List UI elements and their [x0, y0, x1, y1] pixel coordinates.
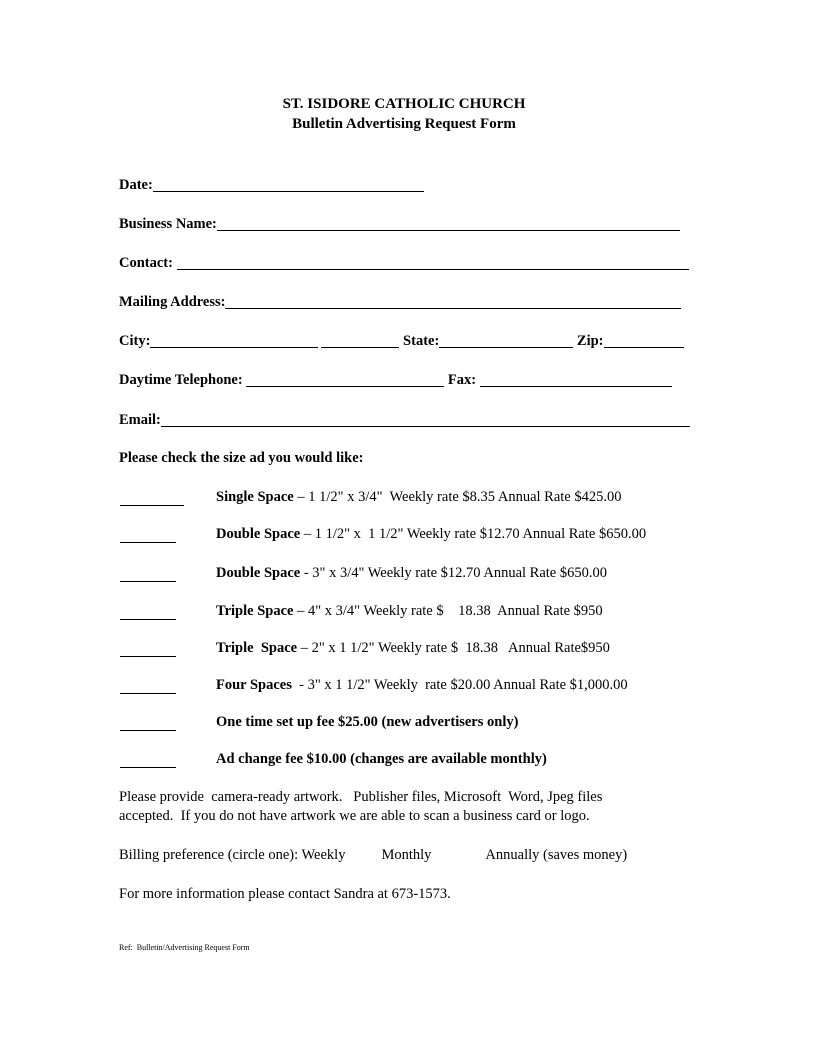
option-detail: – 2" x 1 1/2" Weekly rate $ 18.38 Annual Rate$950 [297, 640, 610, 656]
city-state-zip-row [119, 332, 684, 350]
option-name: Triple Space [216, 603, 294, 619]
option-name: Double Space [216, 565, 301, 581]
option-checkbox-blank[interactable] [120, 692, 176, 694]
option-triple-space-2 [216, 640, 610, 657]
mailing-address-row [119, 293, 681, 311]
contact-row [119, 254, 689, 272]
option-name: Triple Space [216, 640, 298, 656]
fax-label: Fax: [447, 372, 480, 388]
option-double-space-2 [216, 565, 607, 582]
state-field[interactable] [439, 332, 573, 348]
option-name: Four Spaces [216, 677, 292, 693]
billing-monthly[interactable]: Monthly [381, 847, 432, 863]
option-checkbox-blank[interactable] [120, 541, 176, 543]
email-label: Email: [119, 412, 161, 428]
option-double-space-1 [216, 526, 646, 543]
contact-info: For more information please contact Sandra at 673-1573. [119, 886, 451, 902]
business-name-field[interactable] [217, 215, 680, 231]
business-name-label: Business Name: [119, 216, 217, 232]
size-prompt: Please check the size ad you would like: [119, 450, 364, 466]
option-four-spaces [216, 677, 628, 694]
form-title: Bulletin Advertising Request Form [292, 116, 516, 132]
form-reference: Ref: Bulletin/Advertising Request Form [119, 943, 250, 952]
option-triple-space-1 [216, 603, 603, 620]
state-label: State: [403, 333, 440, 349]
option-detail: - 3" x 1 1/2" Weekly rate $20.00 Annual Rate $1,000.00 [291, 677, 628, 693]
church-name: ST. ISIDORE CATHOLIC CHURCH [282, 96, 526, 112]
business-name-row [119, 215, 680, 233]
billing-row [119, 847, 627, 864]
telephone-label: Daytime Telephone: [119, 372, 247, 388]
option-name: One time set up fee $25.00 (new advertisers only) [216, 714, 519, 730]
zip-label: Zip: [576, 333, 604, 349]
option-detail: – 4" x 3/4" Weekly rate $ 18.38 Annual Rate $950 [293, 603, 603, 619]
email-field[interactable] [161, 411, 690, 427]
billing-weekly[interactable]: Weekly [301, 847, 346, 863]
option-checkbox-blank[interactable] [120, 580, 176, 582]
city-field[interactable] [150, 332, 318, 348]
option-name: Single Space [216, 489, 294, 505]
option-checkbox-blank[interactable] [120, 655, 176, 657]
telephone-fax-row [119, 371, 672, 389]
mailing-address-label: Mailing Address: [119, 294, 226, 310]
option-checkbox-blank[interactable] [120, 504, 184, 506]
option-setup-fee [216, 714, 518, 731]
zip-field[interactable] [604, 332, 684, 348]
city-field-extra[interactable] [321, 332, 399, 348]
artwork-line-1: Please provide camera-ready artwork. Publisher files, Microsoft Word, Jpeg files [119, 789, 603, 805]
option-detail: - 3" x 3/4" Weekly rate $12.70 Annual Rate $650.00 [300, 565, 607, 581]
email-row [119, 411, 690, 429]
telephone-field[interactable] [246, 371, 444, 387]
contact-label: Contact: [119, 255, 177, 271]
option-checkbox-blank[interactable] [120, 766, 176, 768]
artwork-line-2: accepted. If you do not have artwork we are able to scan a business card or logo. [119, 808, 590, 824]
city-label: City: [119, 333, 151, 349]
date-row [119, 176, 424, 194]
option-name: Ad change fee $10.00 (changes are available monthly) [216, 751, 547, 767]
option-single-space [216, 489, 622, 506]
contact-field[interactable] [177, 254, 689, 270]
fax-field[interactable] [480, 371, 672, 387]
option-detail: – 1 1/2" x 1 1/2" Weekly rate $12.70 Annual Rate $650.00 [300, 526, 647, 542]
option-name: Double Space [216, 526, 301, 542]
date-label: Date: [119, 177, 153, 193]
option-checkbox-blank[interactable] [120, 618, 176, 620]
option-ad-change-fee [216, 751, 547, 768]
option-detail: – 1 1/2" x 3/4" Weekly rate $8.35 Annual Rate $425.00 [293, 489, 622, 505]
option-checkbox-blank[interactable] [120, 729, 176, 731]
mailing-address-field[interactable] [225, 293, 681, 309]
date-field[interactable] [153, 176, 424, 192]
billing-label: Billing preference (circle one): [119, 847, 302, 863]
billing-annually[interactable]: Annually (saves money) [485, 847, 628, 863]
